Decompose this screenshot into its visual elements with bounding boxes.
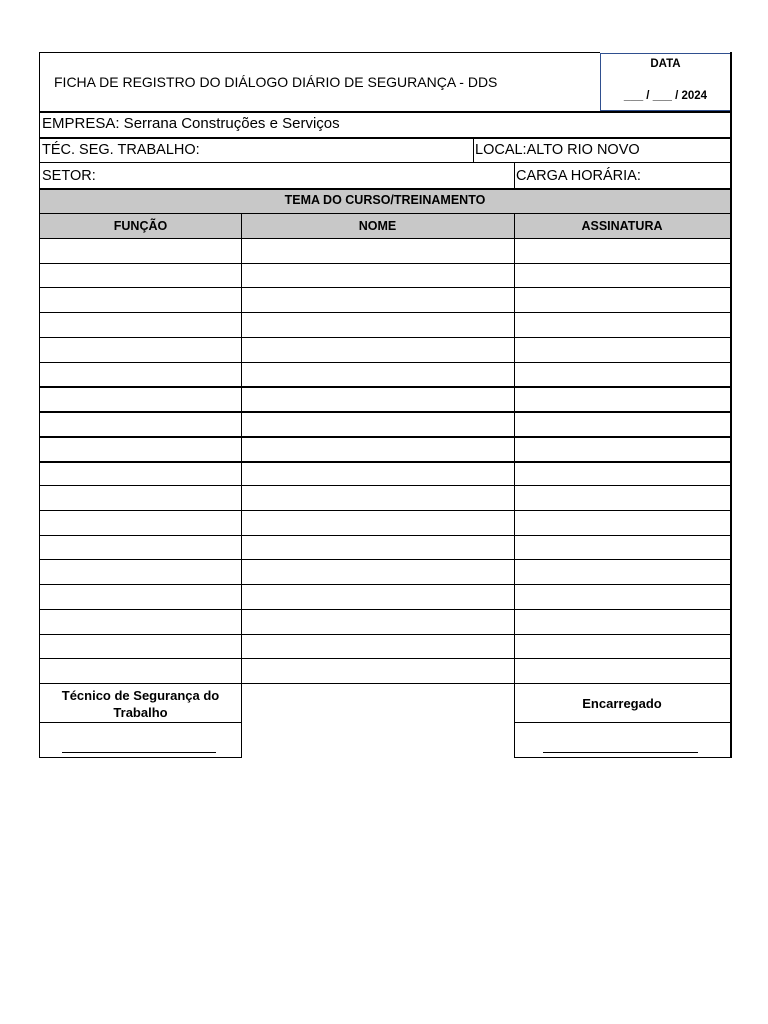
tema-header: TEMA DO CURSO/TREINAMENTO — [284, 193, 486, 207]
h-rule — [39, 485, 731, 486]
h-rule — [39, 683, 731, 684]
v-rule — [39, 52, 40, 758]
form-title — [40, 53, 600, 111]
setor-field: SETOR: — [42, 168, 96, 184]
encarregado-signature-line — [543, 752, 698, 753]
h-rule — [39, 436, 731, 438]
tecnico-label-line1: Técnico de Segurança do — [61, 688, 220, 703]
h-rule — [39, 634, 731, 635]
tecnico-seguranca-label — [40, 687, 241, 721]
h-rule — [39, 461, 731, 463]
h-rule — [39, 510, 731, 511]
h-rule — [39, 757, 241, 758]
tecnico-signature-line — [62, 752, 216, 753]
h-rule — [39, 411, 731, 413]
empresa-field: EMPRESA: Serrana Construções e Serviços — [42, 115, 340, 132]
encarregado-label: Encarregado — [582, 696, 662, 711]
h-rule — [39, 52, 600, 53]
h-rule — [39, 137, 731, 139]
date-value: ___ / ___ / 2024 — [623, 90, 708, 102]
date-label: DATA — [650, 58, 681, 70]
h-rule — [39, 111, 731, 113]
h-rule — [39, 535, 731, 536]
h-rule — [39, 312, 731, 313]
form-title-text: FICHA DE REGISTRO DO DIÁLOGO DIÁRIO DE SEGURANÇA - DDS — [54, 74, 498, 90]
col-header-assinatura: ASSINATURA — [581, 219, 663, 233]
h-rule — [514, 722, 731, 723]
h-rule — [39, 362, 731, 363]
local-field: LOCAL:ALTO RIO NOVO — [475, 142, 640, 158]
h-rule — [39, 609, 731, 610]
col-header-nome: NOME — [358, 219, 397, 233]
h-rule — [39, 188, 731, 190]
date-box — [600, 53, 731, 111]
h-rule — [39, 238, 731, 239]
tec-seg-field: TÉC. SEG. TRABALHO: — [42, 142, 200, 158]
h-rule — [39, 162, 731, 163]
h-rule — [39, 287, 731, 288]
h-rule — [39, 386, 731, 388]
h-rule — [39, 658, 731, 659]
h-rule — [39, 584, 731, 585]
v-rule — [730, 52, 732, 758]
carga-horaria-field: CARGA HORÁRIA: — [516, 168, 641, 184]
col-header-funcao: FUNÇÃO — [113, 219, 168, 233]
v-rule — [514, 162, 515, 188]
h-rule — [39, 263, 731, 264]
tecnico-label-line2: Trabalho — [113, 705, 168, 720]
v-rule — [473, 137, 474, 162]
h-rule — [39, 213, 731, 214]
h-rule — [39, 559, 731, 560]
h-rule — [39, 337, 731, 338]
h-rule — [39, 722, 241, 723]
h-rule — [514, 757, 731, 758]
